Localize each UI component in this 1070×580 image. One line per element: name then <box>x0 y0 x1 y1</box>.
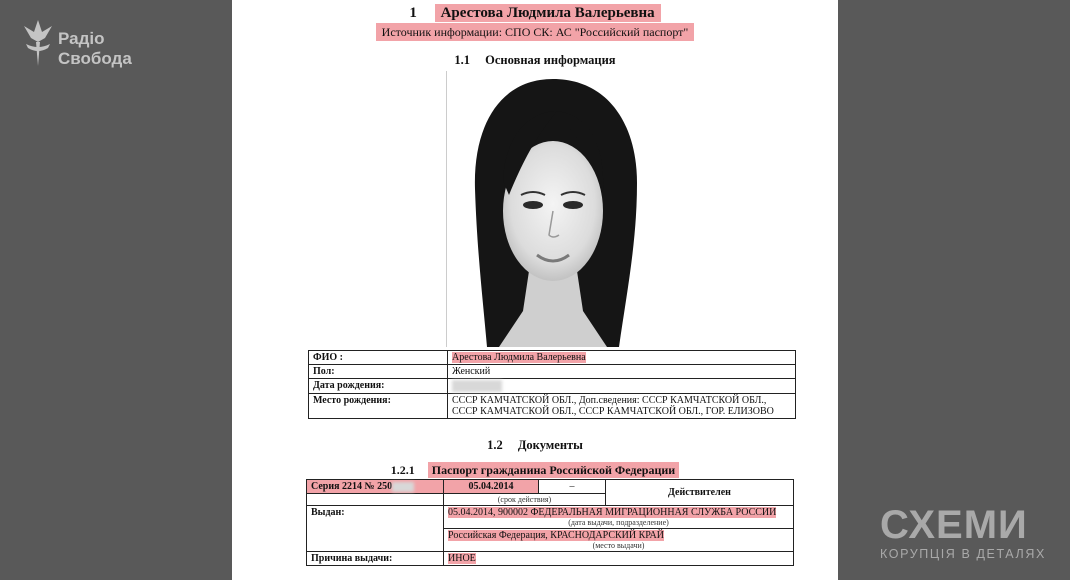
series-cell <box>307 480 444 494</box>
portrait-image <box>447 71 659 347</box>
person-name: Арестова Людмила Валерьевна <box>435 4 661 22</box>
passport-table <box>306 479 794 566</box>
radio-svoboda-line2: Свобода <box>58 49 132 68</box>
section-basic-info-heading <box>232 53 838 68</box>
issued-caption: (дата выдачи, подразделение) <box>568 518 669 527</box>
section-title: Основная информация <box>485 53 616 67</box>
source-text: Источник информации: СПО СК: АС "Российский паспорт" <box>376 23 695 41</box>
schemy-tagline: КОРУПЦІЯ В ДЕТАЛЯХ <box>880 547 1046 561</box>
reason-cell <box>444 552 794 566</box>
redacted-series <box>392 482 414 492</box>
person-heading <box>232 5 838 22</box>
schemy-logo <box>880 505 1050 561</box>
table-row <box>309 379 796 394</box>
table-row <box>309 365 796 379</box>
birth-date-cell <box>448 379 796 394</box>
expiry-dash: – <box>539 480 606 494</box>
issued-label: Выдан: <box>307 506 444 552</box>
birth-date-label: Дата рождения: <box>309 379 448 394</box>
radio-svoboda-wordmark <box>58 29 132 69</box>
issue-date: 05.04.2014 <box>444 480 539 494</box>
sex-value: Женский <box>448 365 796 379</box>
birth-place-value: СССР КАМЧАТСКОЙ ОБЛ., Доп.сведения: СССР КАМЧАТСКОЙ ОБЛ., СССР КАМЧАТСКОЙ ОБЛ., СССР КАМЧАТСКОЙ ОБЛ., ГОР. ЕЛИЗОВО <box>448 394 796 419</box>
issued-cell <box>444 506 794 529</box>
reason-label: Причина выдачи: <box>307 552 444 566</box>
portrait-photo <box>446 71 659 347</box>
redacted-birth-date <box>452 380 502 392</box>
passport-status: Действителен <box>606 480 794 506</box>
table-row <box>309 394 796 419</box>
table-row <box>307 506 794 529</box>
place-caption: (место выдачи) <box>592 541 645 550</box>
issued-value: 05.04.2014, 900002 ФЕДЕРАЛЬНАЯ МИГРАЦИОННАЯ СЛУЖБА РОССИИ <box>448 507 777 518</box>
fio-label: ФИО : <box>309 351 448 365</box>
empty-cell <box>307 494 444 506</box>
radio-svoboda-emblem-icon <box>18 14 58 74</box>
person-number: 1 <box>409 5 417 21</box>
place-cell <box>444 529 794 552</box>
place-value: Российская Федерация, КРАСНОДАРСКИЙ КРАЙ <box>448 530 664 541</box>
validity-caption: (срок действия) <box>444 494 606 506</box>
source-line <box>232 25 838 40</box>
passport-section-number: 1.2.1 <box>390 463 415 477</box>
basic-info-table <box>308 350 796 419</box>
birth-place-label: Место рождения: <box>309 394 448 419</box>
document-page <box>232 0 838 580</box>
table-row <box>307 480 794 494</box>
table-row <box>309 351 796 365</box>
sex-label: Пол: <box>309 365 448 379</box>
radio-svoboda-line1: Радіо <box>58 29 105 48</box>
fio-value: Арестова Людмила Валерьевна <box>452 352 586 363</box>
passport-heading <box>232 463 838 478</box>
passport-title: Паспорт гражданина Российской Федерации <box>428 462 679 478</box>
passport-series: Серия 2214 № 250 <box>311 481 393 492</box>
schemy-title: СХЕМИ <box>880 503 1028 547</box>
fio-cell <box>448 351 796 365</box>
section-title: Документы <box>517 438 583 452</box>
reason-value: ИНОЕ <box>448 553 476 564</box>
section-number: 1.1 <box>454 53 471 67</box>
table-row <box>307 552 794 566</box>
section-number: 1.2 <box>487 438 503 452</box>
section-documents-heading <box>232 438 838 453</box>
